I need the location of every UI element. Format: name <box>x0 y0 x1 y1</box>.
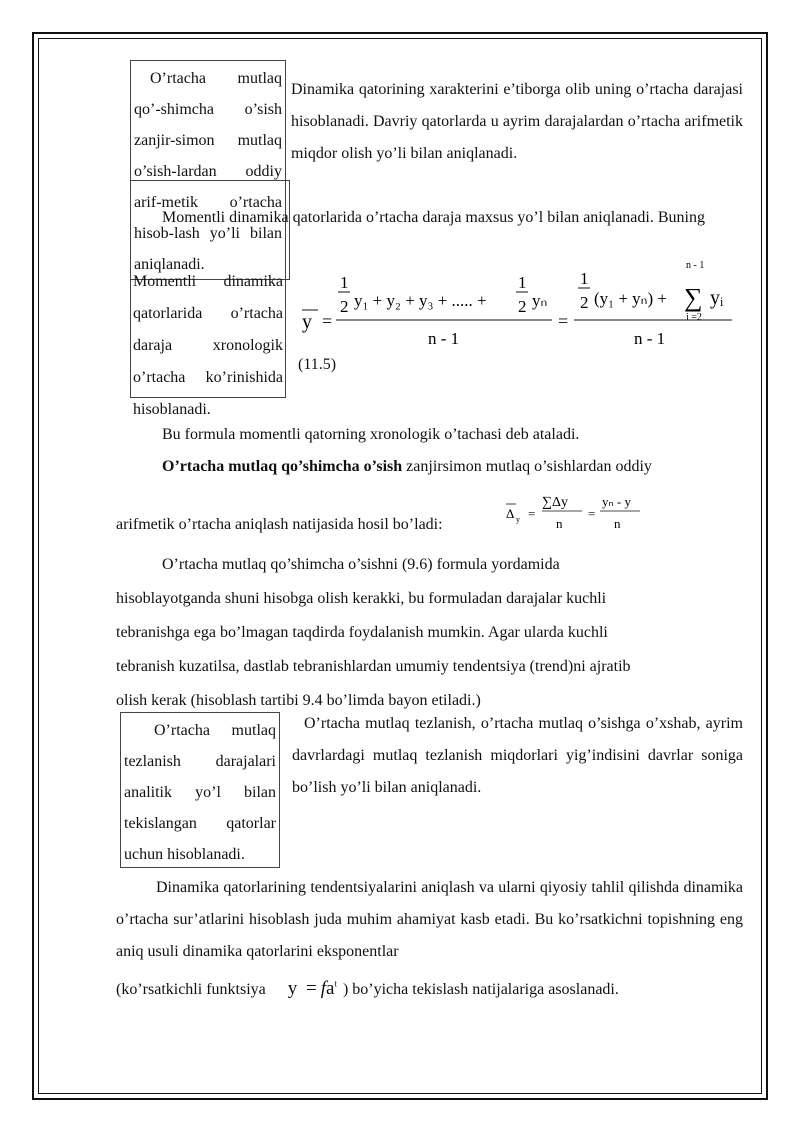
formula-denominator2: n - 1 <box>634 329 666 348</box>
formula-half-num: 1 <box>340 273 349 292</box>
paragraph-exponential <box>116 978 619 1000</box>
formula-number: (11.5) <box>298 356 337 373</box>
formula-yi: yᵢ <box>710 287 724 309</box>
paragraph-text: arifmetik o’rtacha aniqlash natijasida hosil bo’ladi: <box>116 516 443 533</box>
paragraph-text: O’rtacha mutlaq tezlanish, o’rtacha mutlaq o’sishga o’xshab, ayrim davrlardagi mutlaq tezlanish miqdorlari yig’indisini davrlar soniga bo’lish yo’li bilan aniqlanadi. <box>292 715 743 796</box>
paragraph-text: Dinamika qatorlarining tendentsiyalarini aniqlash va ularni qiyosiy tahlil qilishda dinamika o’rtacha sur’atlarini hisoblash juda muhim ahamiyat kasb etadi. Bu ko’rsatkichni topishning eng aniq usuli dinamika qatorlarini eksponentlar <box>116 879 743 960</box>
para5-line-1: O’rtacha mutlaq qo’shimcha o’sishni (9.6) formula yordamida <box>162 556 560 573</box>
bold-term: O’rtacha mutlaq qo’shimcha o’sish <box>162 458 403 475</box>
paragraph-text: Momentli dinamika qatorlarida o’rtacha daraja maxsus yo’l bilan aniqlanadi. Buning <box>162 209 705 226</box>
formula-half-num3: 1 <box>580 269 589 288</box>
formula-exponential: $y = fa^t$ <box>287 978 337 999</box>
para5-line-2: hisoblayotganda shuni hisobga olish kerakki, bu formuladan darajalar kuchli <box>116 590 607 607</box>
formula2-delta: Δ <box>506 506 515 521</box>
formula-numerator: y₁ + y₂ + y₃ + ..... + <box>354 291 487 310</box>
formula-sum-top: n - 1 <box>686 260 705 271</box>
para5-line-4: tebranish kuzatilsa, dastlab tebranishlardan umumiy tendentsiya (trend)ni ajratib <box>116 658 631 675</box>
formula-chronological-mean <box>296 248 746 348</box>
paragraph-momentli <box>162 207 705 229</box>
sidebox2-text: O’rtacha mutlaq tezlanish darajalari analitik yo’l bilan tekislangan qatorlar uchun hisoblanadi. <box>124 722 276 863</box>
para5-line-3: tebranishga ega bo’lmagan taqdirda foydalanish mumkin. Agar ularda kuchli <box>116 624 608 641</box>
svg-text:=: = <box>558 311 569 331</box>
sidebox-text: O’rtacha mutlaq qo’-shimcha o’sish zanjir-simon mutlaq o’sish-lardan oddiy arif-metik o’rtacha hisob-lash yo’li bilan aniqlanadi. <box>134 70 282 273</box>
paragraph-absolute-growth-line2 <box>116 516 443 534</box>
paragraph-text: (ko’rsatkichli funktsiya <box>116 981 266 998</box>
paragraph-chronological <box>162 426 579 444</box>
formula3-a: a <box>326 978 335 999</box>
formula2-sub: y <box>516 515 520 524</box>
svg-text:=: = <box>528 506 536 521</box>
paragraph-absolute-growth <box>162 458 652 476</box>
formula-yn: yₙ <box>532 291 548 310</box>
formula2-den1: n <box>556 516 563 531</box>
formula-label <box>298 356 336 374</box>
sidebox-momentli-label: Momentli dinamika qatorlarida o’rtacha daraja xronologik o’rtacha ko’rinishida hisoblanadi. <box>133 273 283 418</box>
formula-rhs-open: (y₁ + yₙ) + <box>594 289 667 308</box>
formula-sum-bottom: i =2 <box>686 312 702 323</box>
sidebox-momentli-text <box>130 260 286 418</box>
paragraph-text: Dinamika qatorining xarakterini e’tiborga olib uning o’rtacha darajasi hisoblanadi. Davriy qatorlarda u ayrim darajalardan o’rtacha arifmetik miqdor olish yo’li bilan aniqlanadi. <box>291 81 743 162</box>
formula2-num1: ∑Δy <box>542 495 568 510</box>
formula-half-den3: 2 <box>580 293 589 312</box>
sidebox-average-acceleration <box>120 712 280 868</box>
paragraph-formula-note <box>116 548 756 718</box>
paragraph-tendencies <box>116 872 743 968</box>
svg-text:∑: ∑ <box>684 283 703 312</box>
formula-denominator: n - 1 <box>428 329 460 348</box>
formula-half-den2: 2 <box>518 297 527 316</box>
paragraph-text: zanjirsimon mutlaq o’sishlardan oddiy <box>402 458 652 475</box>
paragraph-acceleration <box>292 708 743 804</box>
svg-text:=: = <box>588 506 596 521</box>
formula-average-growth <box>502 484 652 536</box>
paragraph-dynamics-average <box>291 74 743 170</box>
para5-line-5: olish kerak (hisoblash tartibi 9.4 bo’limda bayon etiladi.) <box>116 692 481 709</box>
formula2-den2: n <box>614 516 621 531</box>
formula3-eq: = <box>306 978 317 999</box>
formula3-sup: t <box>334 978 337 989</box>
formula3-y: y <box>287 978 298 999</box>
formula-lhs-y: y <box>302 311 312 333</box>
formula2-num2: yₙ - y <box>602 494 632 509</box>
paragraph-text: Bu formula momentli qatorning xronologik o’tachasi deb ataladi. <box>162 426 580 443</box>
paragraph-text: ) bo’yicha tekislash natijalariga asoslanadi. <box>342 981 619 998</box>
formula-half-den: 2 <box>340 297 349 316</box>
formula-half-num2: 1 <box>518 273 527 292</box>
svg-text:=: = <box>322 311 333 331</box>
